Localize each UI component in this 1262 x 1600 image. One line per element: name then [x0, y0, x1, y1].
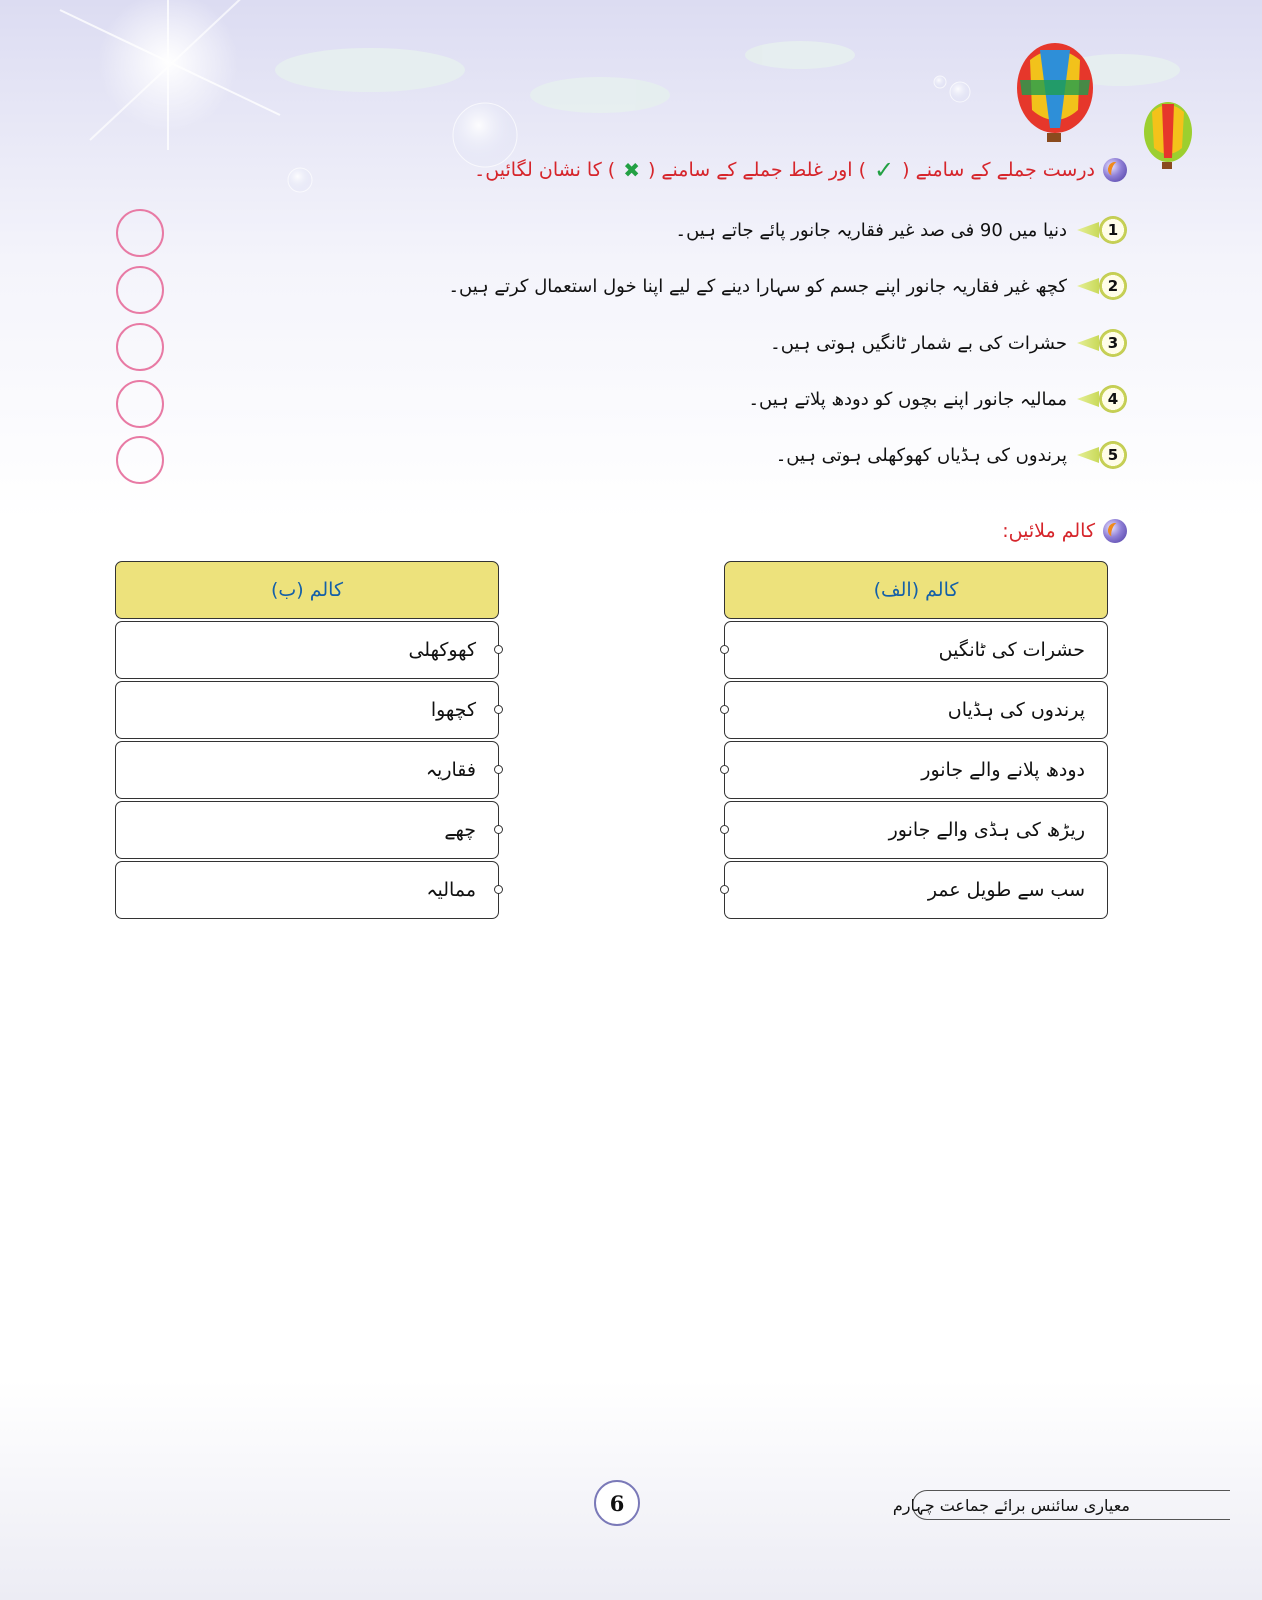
- column-a: [724, 561, 1108, 919]
- column-b-header: کالم (ب): [115, 561, 499, 619]
- statement-number-1: 1: [1077, 216, 1127, 244]
- connector-dot[interactable]: [494, 825, 503, 834]
- column-b-item-text: چھے: [444, 819, 476, 841]
- instruction-part-1: درست جملے کے سامنے (: [902, 159, 1095, 181]
- instruction-part-2: ) اور غلط جملے کے سامنے (: [647, 159, 867, 181]
- bullet-icon: [1103, 158, 1127, 182]
- answer-circle-4[interactable]: [116, 380, 164, 428]
- statement-text-5: پرندوں کی ہڈیاں کھوکھلی ہوتی ہیں۔: [775, 444, 1067, 466]
- connector-dot[interactable]: [494, 885, 503, 894]
- column-b-item-4[interactable]: [115, 801, 499, 859]
- connector-dot[interactable]: [720, 825, 729, 834]
- statement-number-5: 5: [1077, 441, 1127, 469]
- connector-dot[interactable]: [720, 765, 729, 774]
- statement-3: [770, 329, 1127, 357]
- statement-number-4: 4: [1077, 385, 1127, 413]
- hot-air-balloon-small-icon: [1144, 102, 1192, 169]
- column-a-item-text: دودھ پلانے والے جانور: [921, 759, 1085, 781]
- connector-dot[interactable]: [494, 765, 503, 774]
- column-b-item-2[interactable]: [115, 681, 499, 739]
- match-columns-instruction: [1002, 519, 1127, 543]
- instruction-part-3: ) کا نشان لگائیں۔: [474, 159, 616, 181]
- column-b-item-text: ممالیہ: [426, 879, 476, 901]
- column-a-header: کالم (الف): [724, 561, 1108, 619]
- column-b-item-text: کھوکھلی: [408, 639, 476, 661]
- bullet-icon: [1103, 519, 1127, 543]
- answer-circle-2[interactable]: [116, 266, 164, 314]
- statement-text-4: ممالیہ جانور اپنے بچوں کو دودھ پلاتے ہیں۔: [748, 388, 1067, 410]
- hot-air-balloon-large-icon: [1017, 43, 1093, 142]
- column-a-item-3[interactable]: [724, 741, 1108, 799]
- statement-number-2: 2: [1077, 272, 1127, 300]
- column-a-item-1[interactable]: [724, 621, 1108, 679]
- true-false-instruction: [474, 158, 1127, 182]
- connector-dot[interactable]: [720, 705, 729, 714]
- column-a-item-text: سب سے طویل عمر: [927, 879, 1085, 901]
- column-a-item-5[interactable]: [724, 861, 1108, 919]
- column-a-item-4[interactable]: [724, 801, 1108, 859]
- answer-circle-1[interactable]: [116, 209, 164, 257]
- column-a-item-2[interactable]: [724, 681, 1108, 739]
- answer-circle-5[interactable]: [116, 436, 164, 484]
- connector-dot[interactable]: [494, 705, 503, 714]
- connector-dot[interactable]: [720, 645, 729, 654]
- statement-text-3: حشرات کی بے شمار ٹانگیں ہوتی ہیں۔: [770, 332, 1067, 354]
- column-a-item-text: حشرات کی ٹانگیں: [938, 639, 1085, 661]
- statement-text-2: کچھ غیر فقاریہ جانور اپنے جسم کو سہارا دینے کے لیے اپنا خول استعمال کرتے ہیں۔: [448, 275, 1067, 297]
- column-a-item-text: پرندوں کی ہڈیاں: [947, 699, 1085, 721]
- column-b-item-3[interactable]: [115, 741, 499, 799]
- statement-2: [448, 272, 1127, 300]
- sun-glare: [60, 0, 280, 150]
- book-title: معیاری سائنس برائے جماعت چہارم: [912, 1490, 1230, 1520]
- column-b-item-1[interactable]: [115, 621, 499, 679]
- column-a-item-text: ریڑھ کی ہڈی والے جانور: [888, 819, 1085, 841]
- column-b: [115, 561, 499, 919]
- connector-dot[interactable]: [494, 645, 503, 654]
- statement-text-1: دنیا میں 90 فی صد غیر فقاریہ جانور پائے جاتے ہیں۔: [675, 219, 1067, 241]
- page-number: 6: [594, 1480, 640, 1526]
- cross-icon: ✖: [623, 158, 640, 182]
- answer-circle-3[interactable]: [116, 323, 164, 371]
- statement-number-3: 3: [1077, 329, 1127, 357]
- match-instruction-text: کالم ملائیں:: [1002, 520, 1095, 542]
- statement-5: [776, 441, 1127, 469]
- column-b-item-text: کچھوا: [430, 699, 476, 721]
- statement-4: [749, 385, 1128, 413]
- column-b-item-5[interactable]: [115, 861, 499, 919]
- column-b-item-text: فقاریہ: [425, 759, 476, 781]
- sky-decoration: [0, 0, 1262, 220]
- statement-1: [676, 216, 1127, 244]
- tick-icon: ✓: [874, 156, 895, 184]
- connector-dot[interactable]: [720, 885, 729, 894]
